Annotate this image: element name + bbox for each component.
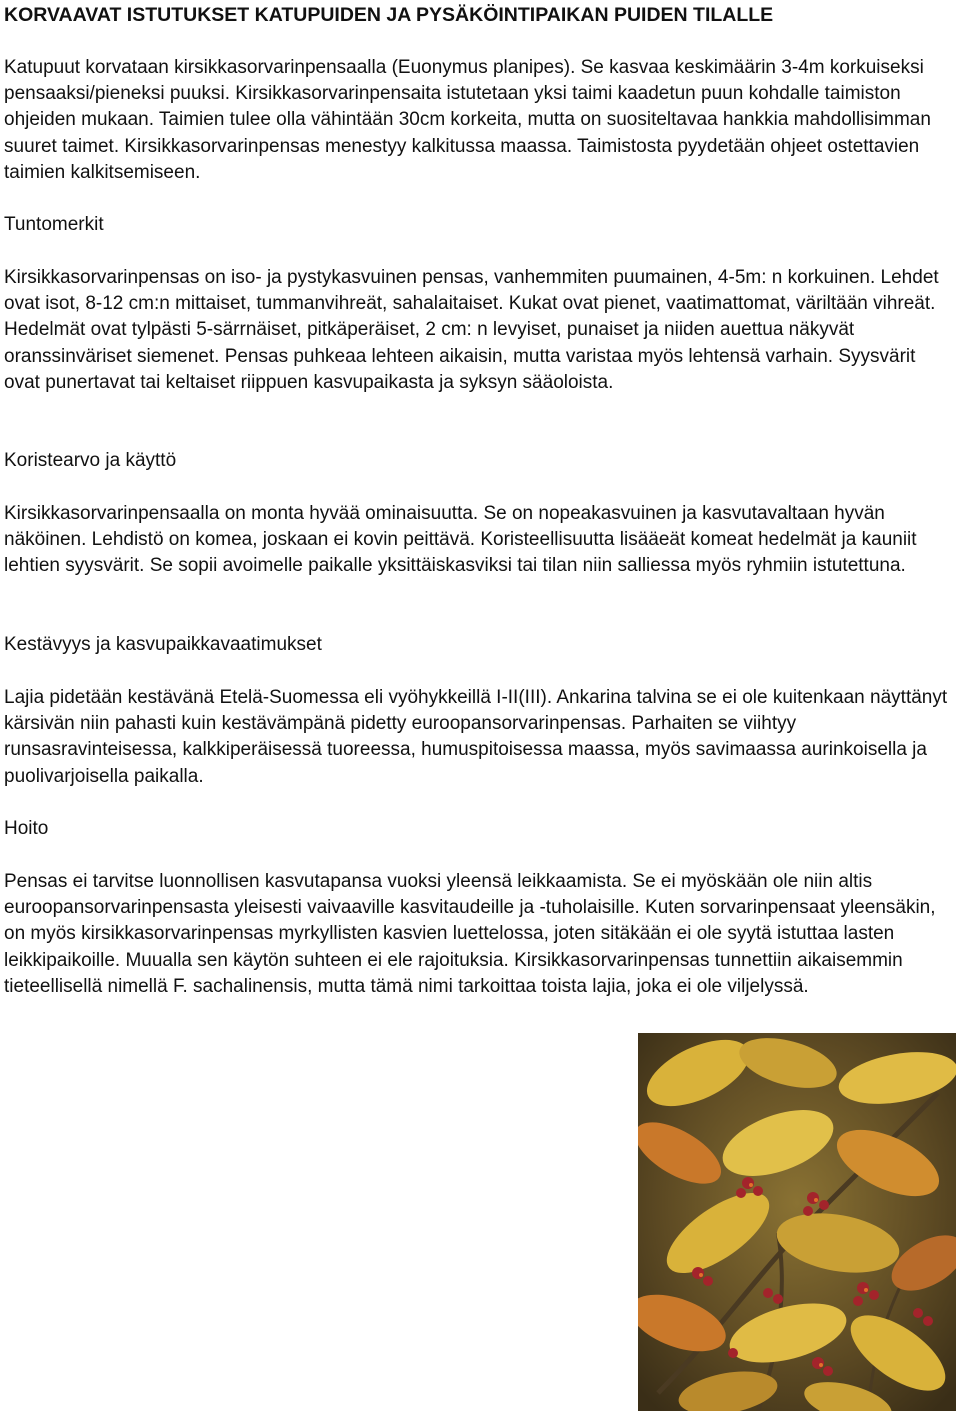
section-heading-hoito: Hoito: [4, 818, 49, 839]
section-heading-tuntomerkit: Tuntomerkit: [4, 214, 104, 235]
section-heading-koristearvo: Koristearvo ja käyttö: [4, 450, 177, 471]
photo-autumn-foliage-icon: [638, 1033, 956, 1411]
section-text-kestavyys: Lajia pidetään kestävänä Etelä-Suomessa eli vyöhykkeillä I-II(III). Ankarina talvina se ei ole kuitenkaan näyttänyt kärsivän niin pahasti kuin kestävämpänä pidetty euroopansorvarinpensas. Parhaiten se viihtyy runsasravinteisessa, kalkkiperäisessä tuoreessa, humuspitoisessa maassa, myös savimaassa aurinkoisella ja puolivarjoisella paikalla.: [4, 687, 948, 787]
section-heading-kestavyys: Kestävyys ja kasvupaikkavaatimukset: [4, 634, 322, 655]
section-text-tuntomerkit: Kirsikkasorvarinpensas on iso- ja pystykasvuinen pensas, vanhemmiten puumainen, 4-5m: n korkuinen. Lehdet ovat isot, 8-12 cm:n mittaiset, tummanvihreät, sahalaitaiset. Kukat ovat pienet, vaatimattomat, väriltään vihreät. Hedelmät ovat tylpästi 5-särrnäiset, pitkäperäiset, 2 cm: n levyiset, punaiset ja niiden auettua näkyvät oranssinväriset siemenet. Pensas puhkeaa lehteen aikaisin, mutta varistaa myös lehtensä varhain. Syysvärit ovat punertavat tai keltaiset riippuen kasvupaikasta ja syksyn sääoloista.: [4, 267, 939, 393]
document-title: KORVAAVAT ISTUTUKSET KATUPUIDEN JA PYSÄKÖINTIPAIKAN PUIDEN TILALLE: [4, 4, 774, 26]
section-text-koristearvo: Kirsikkasorvarinpensaalla on monta hyvää ominaisuutta. Se on nopeakasvuinen ja kasvutavaltaan hyvän näköinen. Lehdistö on komea, joskaan ei kovin peittävä. Koristeellisuutta lisääeät komeat hedelmät ja kauniit lehtien syysvärit. Se sopii avoimelle paikalle yksittäiskasviksi tai tilan niin salliessa myös ryhmiin istutettuna.: [4, 503, 917, 577]
section-text-hoito: Pensas ei tarvitse luonnollisen kasvutapansa vuoksi yleensä leikkaamista. Se ei myöskään ole niin altis euroopansorvarinpensasta yleisesti vaivaaville kasvitaudeille ja -tuholaisille. Kuten sorvarinpensaat yleensäkin, on myös kirsikkasorvarinpensas myrkyllisten kasvien luettelossa, joten sitäkään ei ole syytä istuttaa lasten leikkipaikoille. Muualla sen käytön suhteen ei ele rajoituksia. Kirsikkasorvarinpensas tunnettiin aikaisemmin tieteellisellä nimellä F. sachalinensis, mutta tämä nimi tarkoittaa toista lajia, joka ei ole viljelyssä.: [4, 871, 936, 997]
intro-paragraph: Katupuut korvataan kirsikkasorvarinpensaalla (Euonymus planipes). Se kasvaa keskimäärin 3-4m korkuiseksi pensaaksi/pieneksi puuksi. Kirsikkasorvarinpensaita istutetaan yksi taimi kaadetun puun kohdalle taimiston ohjeiden mukaan. Taimien tulee olla vähintään 30cm korkeita, mutta on suositeltavaa hankkia mahdollisimman suuret taimet. Kirsikkasorvarinpensas menestyy kalkitussa maassa. Taimistosta pyydetään ohjeet ostettavien taimien kalkitsemiseen.: [4, 57, 931, 183]
autumn-foliage-photo: [638, 1033, 956, 1411]
